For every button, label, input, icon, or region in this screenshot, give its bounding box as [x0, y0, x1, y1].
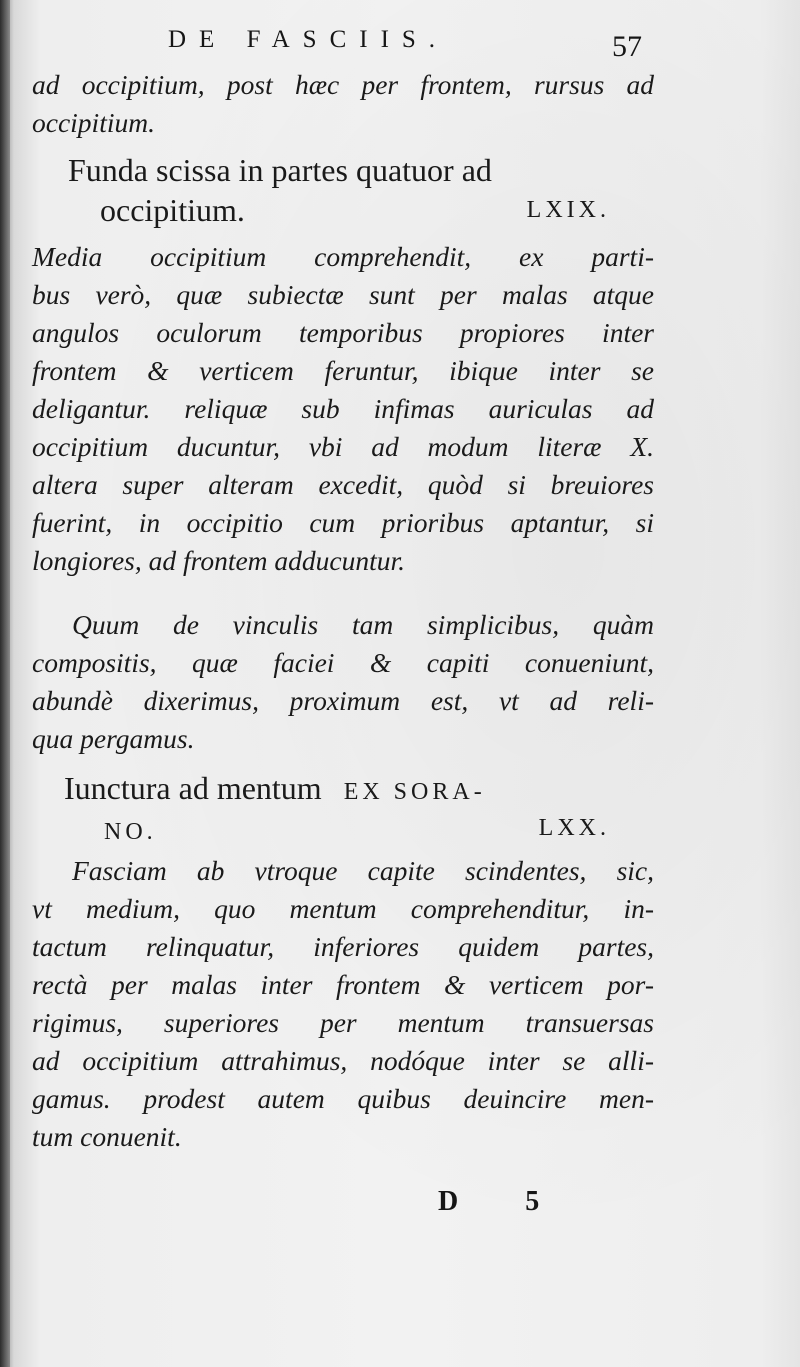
heading-text: Iunctura ad mentum: [64, 770, 322, 806]
heading-caps: EX SORA-: [343, 779, 486, 805]
heading-text: occipitium.: [100, 192, 245, 228]
text-line: ad occipitium, post hæc per frontem, rursus ad: [32, 69, 654, 100]
text-line: rectà per malas inter frontem & verticem por-: [32, 969, 654, 1000]
paragraph-fasciam: [32, 852, 654, 1156]
page-number: 57: [612, 30, 642, 63]
text-line: bus verò, quæ subiectæ sunt per malas atque: [32, 279, 654, 310]
signature-mark: D 5: [438, 1186, 570, 1217]
heading-line-2: [32, 190, 654, 230]
text-line: tactum relinquatur, inferiores quidem partes,: [32, 931, 654, 962]
text-line: vt medium, quo mentum comprehenditur, in-: [32, 893, 654, 924]
text-line: qua pergamus.: [32, 723, 195, 754]
text-line: Fasciam ab vtroque capite scindentes, sic,: [72, 855, 654, 886]
heading-caps: NO.: [104, 819, 157, 845]
section-heading-lxx: [32, 768, 654, 848]
paragraph-quum: [32, 606, 654, 758]
text-line: Quum de vinculis tam simplicibus, quàm: [72, 609, 654, 640]
text-line: rigimus, superiores per mentum transuersas: [32, 1007, 654, 1038]
text-line: deligantur. reliquæ sub infimas auriculas ad: [32, 393, 654, 424]
text-line: gamus. prodest autem quibus deuincire men-: [32, 1083, 654, 1114]
paragraph-continuation: [32, 66, 654, 142]
text-line: abundè dixerimus, proximum est, vt ad reli-: [32, 685, 654, 716]
heading-line: [32, 768, 654, 808]
text-line: altera super alteram excedit, quòd si breuiores: [32, 469, 654, 500]
text-line: fuerint, in occipitio cum prioribus aptantur, si: [32, 507, 654, 538]
binding-gutter: [0, 0, 10, 1367]
section-number: LXIX.: [526, 197, 610, 223]
paragraph-funda: [32, 238, 654, 580]
text-line: frontem & verticem feruntur, ibique inter se: [32, 355, 654, 386]
heading-line-2: [32, 808, 654, 848]
text-line: angulos oculorum temporibus propiores inter: [32, 317, 654, 348]
running-title: DE FASCIIS.: [168, 26, 449, 53]
heading-line: Funda scissa in partes quatuor ad: [68, 152, 492, 188]
text-line: occipitium ducuntur, vbi ad modum literæ X.: [32, 431, 654, 462]
text-line: longiores, ad frontem adducuntur.: [32, 545, 406, 576]
section-number: LXX.: [538, 815, 610, 841]
text-line: Media occipitium comprehendit, ex parti-: [32, 241, 654, 272]
text-line: ad occipitium attrahimus, nodóque inter se alli-: [32, 1045, 654, 1076]
text-line: occipitium.: [32, 107, 155, 138]
text-line: tum conuenit.: [32, 1121, 182, 1152]
section-heading-lxix: [32, 150, 654, 230]
text-line: compositis, quæ faciei & capiti conueniunt,: [32, 647, 654, 678]
